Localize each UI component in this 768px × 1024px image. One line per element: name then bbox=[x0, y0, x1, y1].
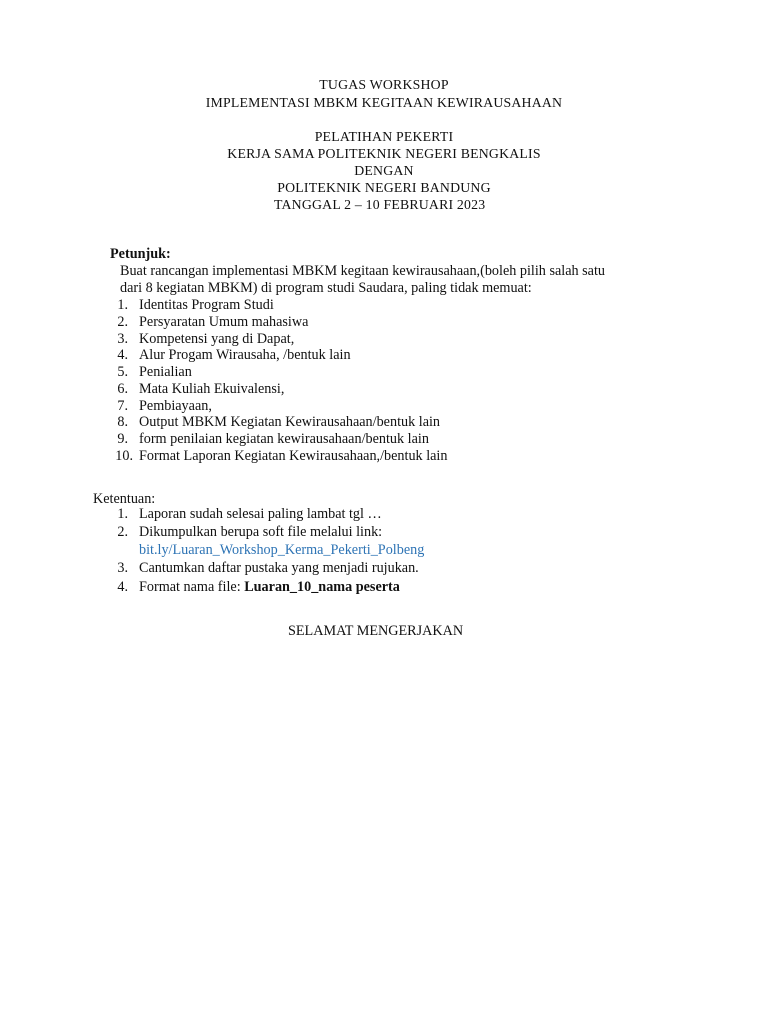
list-item-number: 6. bbox=[117, 381, 128, 397]
list-item-number: 3. bbox=[117, 560, 128, 576]
list-item-text: Dikumpulkan berupa soft file melalui link: bbox=[139, 524, 383, 540]
header-title-line-4: KERJA SAMA POLITEKNIK NEGERI BENGKALIS bbox=[227, 146, 541, 161]
header-title-line-1: TUGAS WORKSHOP bbox=[319, 77, 449, 92]
list-item-number: 8. bbox=[117, 414, 128, 430]
list-item-number: 2. bbox=[117, 314, 128, 330]
list-item-text: Laporan sudah selesai paling lambat tgl … bbox=[139, 506, 382, 522]
list-item-number: 4. bbox=[117, 347, 128, 363]
header-title-line-7: TANGGAL 2 – 10 FEBRUARI 2023 bbox=[274, 197, 486, 212]
list-item-number: 10. bbox=[115, 448, 133, 464]
list-item-number: 9. bbox=[117, 431, 128, 447]
header-title-line-5: DENGAN bbox=[354, 163, 414, 178]
ketentuan-heading: Ketentuan: bbox=[93, 491, 156, 507]
list-item-text: Kompetensi yang di Dapat, bbox=[139, 331, 295, 347]
petunjuk-intro-line-1: Buat rancangan implementasi MBKM kegitaan kewirausahaan,(boleh pilih salah satu bbox=[120, 263, 605, 279]
list-item-text: Output MBKM Kegiatan Kewirausahaan/bentuk lain bbox=[139, 414, 441, 430]
file-format-label: Format nama file: bbox=[139, 579, 245, 595]
petunjuk-heading: Petunjuk: bbox=[110, 246, 171, 262]
list-item-text: Identitas Program Studi bbox=[139, 297, 274, 313]
list-item-number: 2. bbox=[117, 524, 128, 540]
header-title-line-3: PELATIHAN PEKERTI bbox=[314, 129, 454, 144]
header-title-line-2: IMPLEMENTASI MBKM KEGITAAN KEWIRAUSAHAAN bbox=[205, 95, 563, 110]
list-item-text: Cantumkan daftar pustaka yang menjadi rujukan. bbox=[139, 560, 419, 576]
list-item-text: Penialian bbox=[139, 364, 192, 380]
petunjuk-intro-line-2: dari 8 kegiatan MBKM) di program studi Saudara, paling tidak memuat: bbox=[120, 280, 532, 296]
header-title-line-6: POLITEKNIK NEGERI BANDUNG bbox=[277, 180, 491, 195]
list-item-text: Mata Kuliah Ekuivalensi, bbox=[139, 381, 285, 397]
list-item-text: form penilaian kegiatan kewirausahaan/bentuk lain bbox=[139, 431, 429, 447]
list-item-text: Pembiayaan, bbox=[139, 398, 212, 414]
list-item-number: 4. bbox=[117, 579, 128, 595]
list-item-number: 5. bbox=[117, 364, 128, 380]
list-item-number: 3. bbox=[117, 331, 128, 347]
list-item-text: Persyaratan Umum mahasiwa bbox=[139, 314, 309, 330]
submission-link[interactable]: bit.ly/Luaran_Workshop_Kerma_Pekerti_Polbeng bbox=[139, 542, 425, 558]
file-format-value: Luaran_10_nama peserta bbox=[244, 579, 400, 595]
list-item-text: Format Laporan Kegiatan Kewirausahaan,/bentuk lain bbox=[139, 448, 448, 464]
list-item-text: Alur Progam Wirausaha, /bentuk lain bbox=[139, 347, 351, 363]
list-item-number: 7. bbox=[117, 398, 128, 414]
list-item-number: 1. bbox=[117, 506, 128, 522]
closing-text: SELAMAT MENGERJAKAN bbox=[288, 623, 464, 639]
list-item-text bbox=[139, 579, 400, 596]
list-item-number: 1. bbox=[117, 297, 128, 313]
